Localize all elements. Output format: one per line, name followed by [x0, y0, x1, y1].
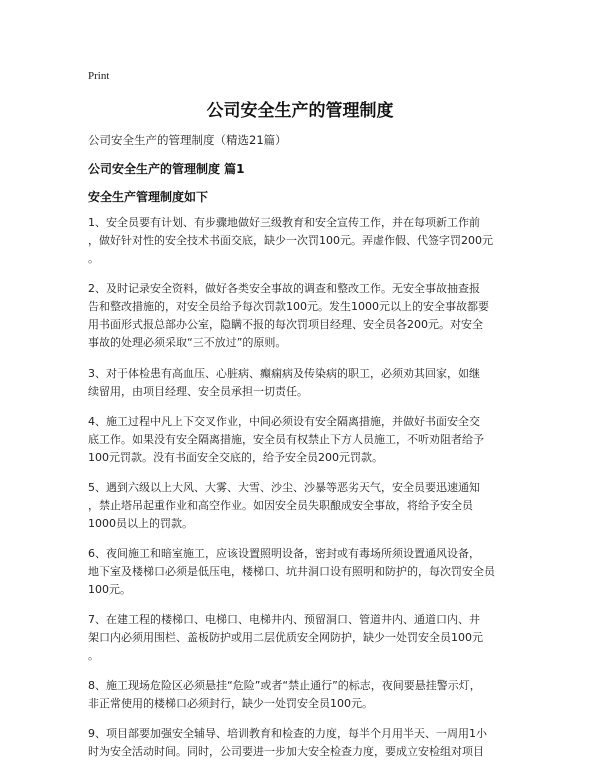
section-heading: 公司安全生产的管理制度 篇1 — [88, 162, 245, 176]
paragraph-4: 4、施工过程中凡上下交叉作业，中间必须设有安全隔离措施，并做好书面安全交 底工作。如果没有安全隔离措施，安全员有权禁止下方人员施工，不听劝阻者给予 100元罚款。没有书面安全交底的，给予安全员200元罚款。 — [88, 415, 484, 464]
paragraph-3: 3、对于体检患有高血压、心脏病、癫痫病及传染病的职工，必须劝其回家，如继 续留用，由项目经理、安全员承担一切责任。 — [88, 367, 480, 398]
paragraph-9: 9、项目部要加强安全辅导、培训教育和检查的力度，每半个月用半天、一周用1小 时为安全活动时间。同时，公司要进一步加大安全检查力度，要成立安检组对项目 — [88, 727, 487, 758]
paragraph-1: 1、安全员要有计划、有步骤地做好三级教育和安全宣传工作，并在每项新工作前 ，做好针对性的安全技术书面交底，缺少一次罚100元。弄虚作假、代签字罚200元 。 — [88, 216, 493, 265]
paragraph-6: 6、夜间施工和暗室施工，应该设置照明设备，密封或有毒场所须设置通风设备， 地下室及楼梯口必须是低压电，楼梯口、坑井洞口设有照明和防护的，每次罚安全员 100元。 — [88, 547, 495, 596]
print-link[interactable]: Print — [88, 70, 110, 82]
sub-heading: 安全生产管理制度如下 — [88, 190, 209, 204]
document-subtitle: 公司安全生产的管理制度（精选21篇） — [88, 133, 287, 147]
paragraph-5: 5、遇到六级以上大风、大雾、大雪、沙尘、沙暴等恶劣天气，安全员要迅速通知 ，禁止塔吊起重作业和高空作业。如因安全员失职酿成安全事故，将给予安全员 1000员以上的罚款。 — [88, 481, 480, 530]
paragraph-7: 7、在建工程的楼梯口、电梯口、电梯井内、预留洞口、管道井内、通道口内、井 架口内必须用围栏、盖板防护或用二层优质安全网防护，缺少一处罚安全员100元 。 — [88, 613, 483, 662]
paragraph-8: 8、施工现场危险区必须悬挂“危险”或者“禁止通行”的标志，夜间要悬挂警示灯， 非正常使用的楼梯口必须封行，缺少一处罚安全员100元。 — [88, 679, 481, 710]
paragraph-2: 2、及时记录安全资料，做好各类安全事故的调查和整改工作。无安全事故抽查报 告和整改措施的，对安全员给予每次罚款100元。发生1000元以上的安全事故都要 用书面形式报总部办公室，隐瞒不报的每次罚项目经理、安全员各200元。对安全 事故的处理必须采取“三不放过”的原则。 — [88, 282, 489, 349]
document-body — [88, 214, 518, 773]
document-title: 公司安全生产的管理制度 — [206, 101, 394, 121]
